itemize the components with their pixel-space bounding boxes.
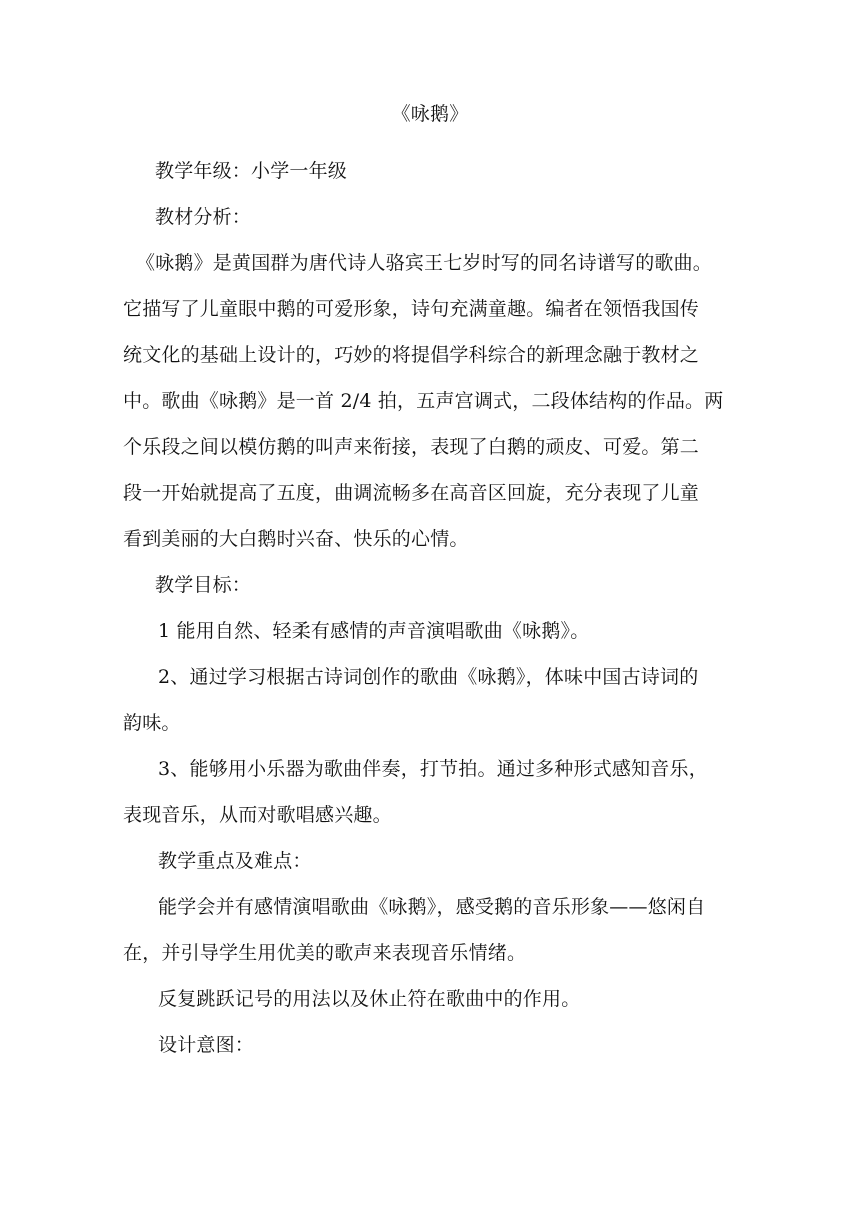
analysis-line: 段一开始就提高了五度，曲调流畅多在高音区回旋，充分表现了儿童 bbox=[123, 482, 700, 504]
document-title: 《咏鹅》 bbox=[391, 103, 469, 125]
analysis-line: 《咏鹅》是黄国群为唐代诗人骆宾王七岁时写的同名诗谱写的歌曲。 bbox=[136, 252, 713, 274]
objective-2-line-1: 2、通过学习根据古诗词创作的歌曲《咏鹅》，体味中国古诗词的 bbox=[158, 666, 699, 688]
analysis-line: 个乐段之间以模仿鹅的叫声来衔接，表现了白鹅的顽皮、可爱。第二 bbox=[123, 436, 700, 458]
analysis-line: 中。歌曲《咏鹅》是一首 2/4 拍，五声宫调式，二段体结构的作品。两 bbox=[123, 390, 724, 412]
objective-1: 1 能用自然、轻柔有感情的声音演唱歌曲《咏鹅》。 bbox=[158, 620, 590, 642]
objective-2-line-2: 韵味。 bbox=[123, 712, 181, 734]
objective-3-line-2: 表现音乐，从而对歌唱感兴趣。 bbox=[123, 804, 392, 826]
key-point-2: 反复跳跃记号的用法以及休止符在歌曲中的作用。 bbox=[158, 988, 581, 1010]
key-point-1-line-1: 能学会并有感情演唱歌曲《咏鹅》，感受鹅的音乐形象——悠闲自 bbox=[158, 896, 706, 918]
key-points-heading: 教学重点及难点： bbox=[158, 850, 312, 872]
grade-line: 教学年级：小学一年级 bbox=[155, 160, 348, 182]
analysis-heading: 教材分析： bbox=[155, 206, 252, 228]
analysis-line: 它描写了儿童眼中鹅的可爱形象，诗句充满童趣。编者在领悟我国传 bbox=[123, 298, 700, 320]
analysis-line: 统文化的基础上设计的，巧妙的将提倡学科综合的新理念融于教材之 bbox=[123, 344, 700, 366]
key-point-1-line-2: 在，并引导学生用优美的歌声来表现音乐情绪。 bbox=[123, 942, 527, 964]
objectives-heading: 教学目标： bbox=[155, 574, 252, 596]
analysis-line: 看到美丽的大白鹅时兴奋、快乐的心情。 bbox=[123, 528, 469, 550]
design-heading: 设计意图： bbox=[158, 1034, 255, 1056]
objective-3-line-1: 3、能够用小乐器为歌曲伴奏，打节拍。通过多种形式感知音乐， bbox=[158, 758, 708, 780]
